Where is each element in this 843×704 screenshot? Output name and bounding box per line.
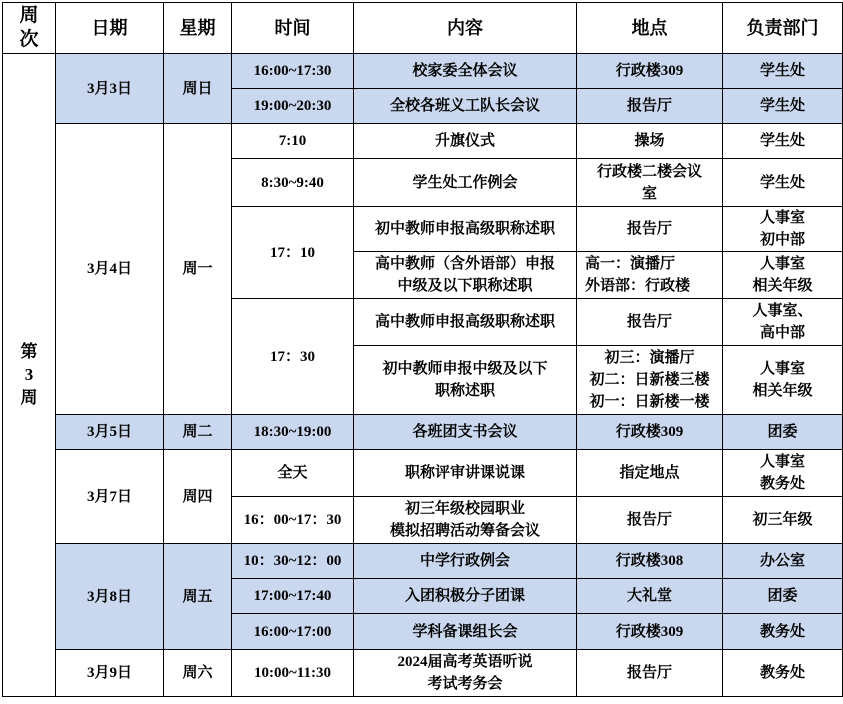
department-line: 初三年级	[752, 512, 813, 528]
location-line: 行政楼308	[615, 553, 684, 569]
content-line: 学科备课组长会	[412, 623, 518, 640]
time-cell: 17:00~17:40	[232, 579, 354, 614]
location-line: 大礼堂	[626, 588, 672, 604]
header-weekday: 星期	[164, 3, 232, 54]
content-cell	[354, 415, 577, 450]
content-cell	[354, 497, 577, 544]
schedule-row	[3, 544, 843, 579]
location-cell	[577, 650, 723, 697]
content-cell	[354, 207, 577, 252]
location-cell	[577, 415, 723, 450]
location-line: 行政楼309	[615, 623, 684, 640]
location-cell	[577, 89, 723, 124]
location-cell	[577, 579, 723, 614]
schedule-table	[2, 2, 843, 697]
content-line: 入团积极分子团课	[404, 588, 525, 604]
content-line: 校家委全体会议	[412, 63, 518, 79]
location-line: 报告厅	[626, 512, 672, 528]
content-line: 2024届高考英语听说	[397, 654, 533, 670]
department-line: 教务处	[759, 623, 805, 640]
header-week	[3, 3, 56, 54]
location-line: 操场	[634, 133, 665, 149]
location-line: 初二：日新楼三楼	[589, 372, 710, 388]
weekday-cell: 周二	[164, 415, 232, 450]
content-cell	[354, 89, 577, 124]
location-line: 行政楼二楼会议	[596, 163, 702, 180]
date-cell: 3月8日	[56, 544, 164, 650]
location-line: 指定地点	[619, 465, 680, 481]
schedule-row	[3, 415, 843, 450]
department-cell	[723, 415, 843, 450]
content-line: 各班团支书会议	[412, 424, 518, 440]
location-line: 行政楼309	[615, 63, 684, 79]
time-cell: 17：30	[232, 299, 354, 415]
content-cell	[354, 450, 577, 497]
date-cell: 3月3日	[56, 54, 164, 124]
time-cell: 18:30~19:00	[232, 415, 354, 450]
department-cell	[723, 544, 843, 579]
header-content: 内容	[354, 3, 577, 54]
content-line: 考试考务会	[427, 676, 503, 692]
weekday-cell: 周一	[164, 124, 232, 415]
location-cell	[577, 124, 723, 159]
content-cell	[354, 159, 577, 207]
location-cell	[577, 207, 723, 252]
location-cell	[577, 497, 723, 544]
location-line: 报告厅	[626, 665, 672, 681]
department-line: 学生处	[759, 174, 805, 191]
location-cell	[577, 159, 723, 207]
department-line: 初中部	[759, 232, 805, 248]
weekday-cell: 周日	[164, 54, 232, 124]
department-cell	[723, 579, 843, 614]
location-line: 外语部：行政楼	[585, 278, 691, 294]
department-line: 学生处	[759, 98, 805, 114]
content-line: 职称述职	[434, 383, 495, 399]
location-cell	[577, 346, 723, 415]
content-cell	[354, 579, 577, 614]
content-line: 全校各班义工队长会议	[389, 98, 540, 114]
week-cell	[3, 54, 56, 697]
schedule-row	[3, 54, 843, 89]
date-cell: 3月5日	[56, 415, 164, 450]
location-line: 初一：日新楼一楼	[589, 394, 710, 410]
department-line: 团委	[767, 588, 798, 604]
time-cell: 16:00~17:30	[232, 54, 354, 89]
time-cell: 16：00~17：30	[232, 497, 354, 544]
location-line: 初三：演播厅	[604, 350, 695, 366]
weekday-cell: 周五	[164, 544, 232, 650]
header-department: 负责部门	[723, 3, 843, 54]
content-cell	[354, 650, 577, 697]
location-cell	[577, 544, 723, 579]
location-line: 报告厅	[626, 98, 672, 114]
content-line: 升旗仪式	[434, 133, 495, 149]
department-cell	[723, 299, 843, 346]
department-cell	[723, 497, 843, 544]
weekday-cell: 周四	[164, 450, 232, 544]
schedule-row	[3, 450, 843, 497]
department-line: 相关年级	[752, 383, 813, 399]
department-line: 教务处	[759, 665, 805, 681]
content-line: 模拟招聘活动筹备会议	[389, 523, 540, 539]
location-cell	[577, 299, 723, 346]
content-cell	[354, 124, 577, 159]
department-cell	[723, 650, 843, 697]
header-time: 时间	[232, 3, 354, 54]
department-cell	[723, 252, 843, 299]
location-line: 报告厅	[626, 221, 672, 237]
department-line: 相关年级	[752, 278, 813, 294]
content-line: 初中教师申报高级职称述职	[374, 221, 555, 237]
location-line: 行政楼309	[615, 424, 684, 440]
date-cell: 3月7日	[56, 450, 164, 544]
time-cell: 全天	[232, 450, 354, 497]
date-cell: 3月9日	[56, 650, 164, 697]
department-cell	[723, 89, 843, 124]
location-line: 高一：演播厅	[585, 256, 676, 272]
department-cell	[723, 124, 843, 159]
department-cell	[723, 207, 843, 252]
department-line: 人事室	[759, 361, 805, 377]
schedule-row	[3, 124, 843, 159]
department-cell	[723, 614, 843, 650]
location-cell	[577, 450, 723, 497]
content-line: 学生处工作例会	[412, 174, 518, 191]
schedule-row	[3, 650, 843, 697]
location-line: 室	[641, 185, 657, 202]
department-line: 学生处	[759, 133, 805, 149]
department-line: 团委	[767, 424, 798, 440]
time-cell: 16:00~17:00	[232, 614, 354, 650]
department-line: 人事室	[759, 210, 805, 226]
header-row	[3, 3, 843, 54]
content-cell	[354, 252, 577, 299]
content-line: 高中教师申报高级职称述职	[374, 314, 555, 330]
content-cell	[354, 346, 577, 415]
content-line: 职称评审讲课说课	[404, 465, 525, 481]
date-cell: 3月4日	[56, 124, 164, 415]
department-cell	[723, 54, 843, 89]
location-cell	[577, 54, 723, 89]
content-line: 初中教师申报中级及以下	[382, 361, 548, 377]
weekday-cell: 周六	[164, 650, 232, 697]
department-cell	[723, 159, 843, 207]
content-cell	[354, 299, 577, 346]
location-cell	[577, 614, 723, 650]
header-location: 地点	[577, 3, 723, 54]
content-cell	[354, 614, 577, 650]
department-cell	[723, 450, 843, 497]
week-label: 第3周	[20, 342, 38, 407]
content-line: 中学行政例会	[419, 553, 510, 569]
department-cell	[723, 346, 843, 415]
time-cell: 10:00~11:30	[232, 650, 354, 697]
department-line: 教务处	[759, 476, 805, 492]
time-cell: 19:00~20:30	[232, 89, 354, 124]
department-line: 人事室	[759, 256, 805, 272]
department-line: 办公室	[759, 553, 805, 569]
department-line: 学生处	[759, 63, 805, 79]
time-cell: 8:30~9:40	[232, 159, 354, 207]
content-cell	[354, 54, 577, 89]
department-line: 高中部	[759, 325, 805, 341]
location-line: 报告厅	[626, 314, 672, 330]
time-cell: 17：10	[232, 207, 354, 299]
time-cell: 7:10	[232, 124, 354, 159]
content-cell	[354, 544, 577, 579]
header-week-label: 周次	[19, 5, 39, 50]
location-cell	[577, 252, 723, 299]
department-line: 人事室、	[752, 303, 813, 319]
time-cell: 10：30~12：00	[232, 544, 354, 579]
content-line: 初三年级校园职业	[404, 501, 525, 517]
content-line: 高中教师（含外语部）申报	[374, 256, 555, 272]
department-line: 人事室	[759, 454, 805, 470]
content-line: 中级及以下职称述职	[397, 278, 533, 294]
header-date: 日期	[56, 3, 164, 54]
